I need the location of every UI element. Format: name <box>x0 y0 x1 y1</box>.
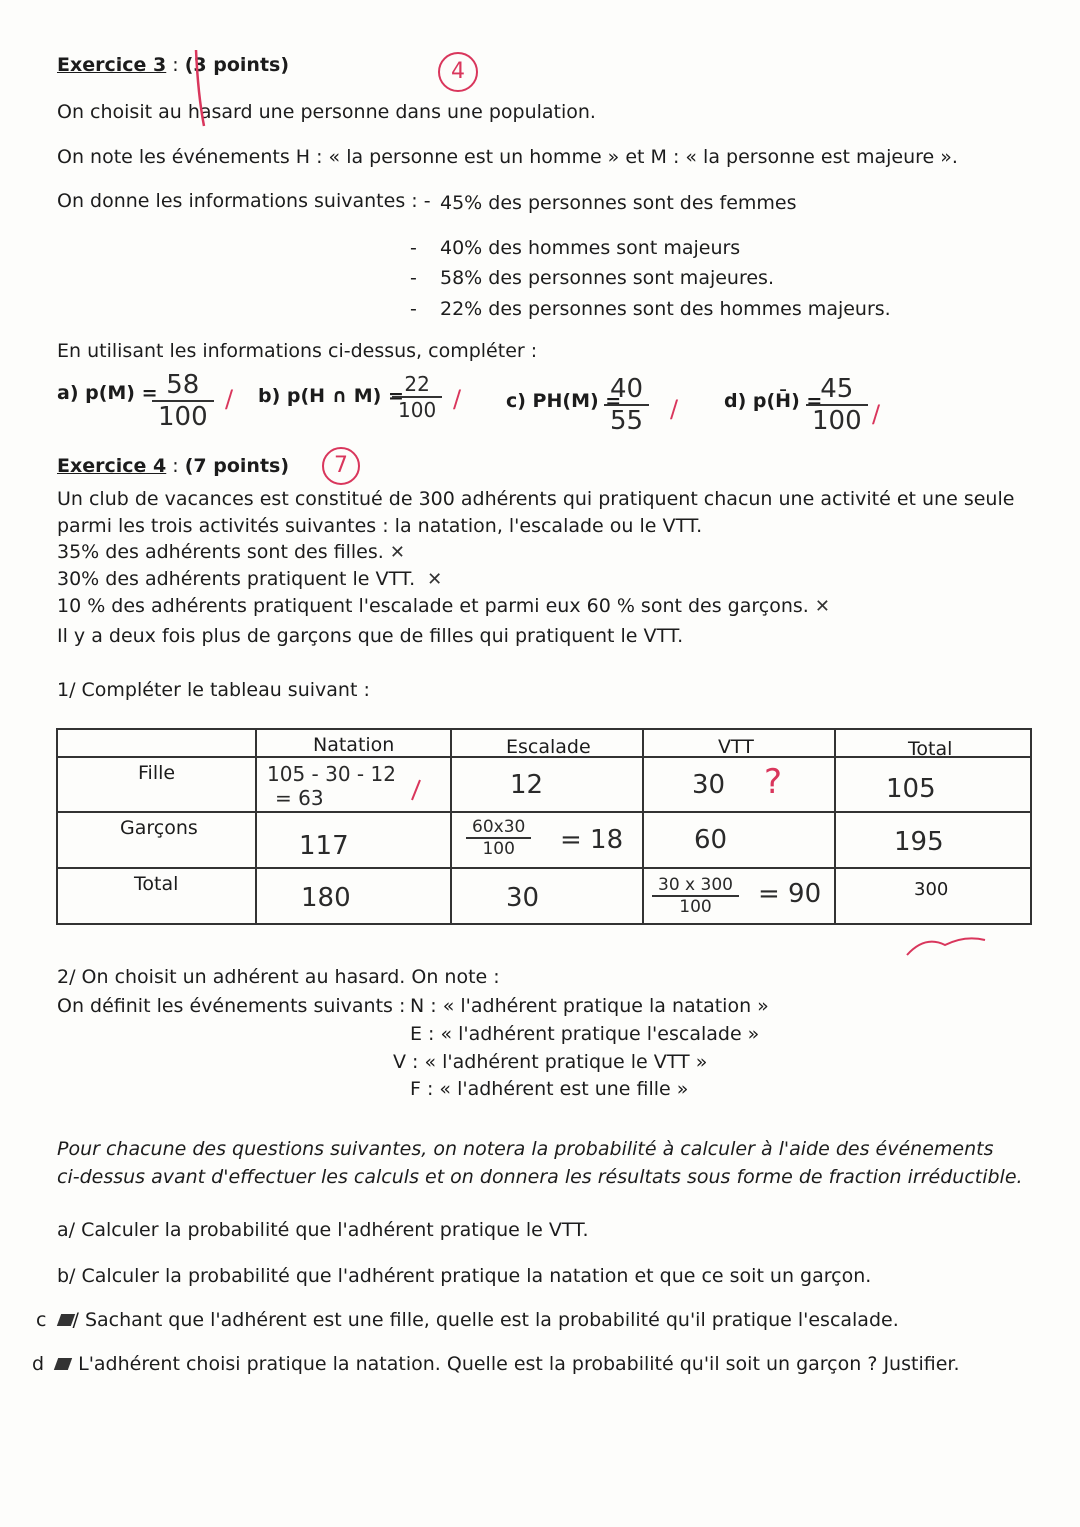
ex4-instruction-1: Pour chacune des questions suivantes, on notera la probabilité à calculer à l'aide des événements <box>57 1138 994 1160</box>
cell-garcons-total: 195 <box>835 812 1031 868</box>
ex3-qa-label: a) p(M) = <box>57 382 158 404</box>
cell-total-escalade: 30 <box>451 868 643 924</box>
ex3-qd-check: / <box>872 400 881 428</box>
ex4-q2-line2: On définit les événements suivants : <box>57 995 406 1017</box>
cell-fille-vtt: 30 ? <box>643 757 835 812</box>
ex4-event-n: N : « l'adhérent pratique la natation » <box>410 995 769 1017</box>
ex3-title: Exercice 3 <box>57 54 167 76</box>
ex4-qc: / Sachant que l'adhérent est une fille, quelle est la probabilité qu'il pratique l'escalade. <box>72 1309 899 1331</box>
ex3-score: 4 <box>451 59 465 84</box>
ex3-qd-den: 100 <box>812 406 862 436</box>
ex4-p2: parmi les trois activités suivantes : la natation, l'escalade ou le VTT. <box>57 515 703 537</box>
ex3-line2: On note les événements H : « la personne est un homme » et M : « la personne est majeure ». <box>57 146 958 168</box>
cell-fille-natation: 105 - 30 - 12 = 63 <box>256 757 451 812</box>
ex4-p4-cross: ✕ <box>427 569 443 590</box>
pen-stroke <box>907 938 985 955</box>
table-header-vtt: VTT <box>643 729 835 757</box>
ex3-info-1: 45% des personnes sont des femmes <box>440 192 797 214</box>
row-label-fille: Fille <box>57 757 256 812</box>
ex3-qb-check: / <box>453 385 462 413</box>
ex4-qa: a/ Calculer la probabilité que l'adhérent pratique le VTT. <box>57 1219 589 1241</box>
ex3-line3: On donne les informations suivantes : - <box>57 190 431 212</box>
cell-total-vtt: $\frac{30 x 300}{100}$ = 90 <box>643 868 835 924</box>
cell-garcons-vtt: 60 <box>643 812 835 868</box>
ex4-p3: 35% des adhérents sont des filles. <box>57 541 384 563</box>
ex4-event-v: V : « l'adhérent pratique le VTT » <box>393 1051 708 1073</box>
ex3-qd-label: d) p(H̄) = <box>724 390 823 412</box>
ex4-p1: Un club de vacances est constitué de 300 adhérents qui pratiquent chacun une activité et une seule <box>57 488 1015 510</box>
ex4-qd: L'adhérent choisi pratique la natation. Quelle est la probabilité qu'il soit un garçon ? Justifier. <box>78 1353 960 1375</box>
ex4-instruction-2: ci-dessus avant d'effectuer les calculs et on donnera les résultats sous forme de fraction irréductible. <box>57 1166 1023 1188</box>
ex4-p5-cross: ✕ <box>814 596 830 617</box>
ex3-info-2: 40% des hommes sont majeurs <box>440 237 741 259</box>
table-header-natation: Natation <box>256 729 451 757</box>
ex3-qa-num: 58 <box>152 370 214 402</box>
cell-garcons-natation: 117 <box>256 812 451 868</box>
pen-stroke <box>196 50 204 126</box>
ex4-colon: : <box>172 455 179 477</box>
ex4-qb: b/ Calculer la probabilité que l'adhérent pratique la natation et que ce soit un garçon. <box>57 1265 872 1287</box>
ex4-event-e: E : « l'adhérent pratique l'escalade » <box>410 1023 760 1045</box>
ex3-qc-check: / <box>670 395 679 423</box>
ex3-info-4: 22% des personnes sont des hommes majeurs. <box>440 298 891 320</box>
table-header-total: Total <box>835 729 1031 757</box>
row-label-total: Total <box>57 868 256 924</box>
ex4-p5: 10 % des adhérents pratiquent l'escalade et parmi eux 60 % sont des garçons. <box>57 595 809 617</box>
ex4-p4: 30% des adhérents pratiquent le VTT. <box>57 568 416 590</box>
ex3-qb-den: 100 <box>398 398 437 422</box>
ex3-colon: : <box>172 54 179 76</box>
ex4-qd-prefix: d <box>32 1353 45 1375</box>
ex3-complete: En utilisant les informations ci-dessus, compléter : <box>57 340 538 362</box>
ex3-qa-den: 100 <box>158 402 208 432</box>
ex4-points: (7 points) <box>184 455 290 477</box>
ex4-p6: Il y a deux fois plus de garçons que de filles qui pratiquent le VTT. <box>57 625 684 647</box>
ex3-qc-num: 40 <box>604 374 649 406</box>
ex4-q2-line1: 2/ On choisit un adhérent au hasard. On note : <box>57 966 500 988</box>
ex4-qc-prefix: c <box>36 1309 47 1331</box>
ex3-points: (3 points) <box>184 54 290 76</box>
ex4-event-f: F : « l'adhérent est une fille » <box>410 1078 689 1100</box>
ex3-info-3: 58% des personnes sont majeures. <box>440 267 774 289</box>
cell-total-total: 300 <box>835 868 1031 924</box>
ex3-dash-1: - <box>410 237 417 259</box>
cell-fille-escalade: 12 <box>451 757 643 812</box>
cell-garcons-escalade: $\frac{60x30}{100}$ = 18 <box>451 812 643 868</box>
table-header-escalade: Escalade <box>451 729 643 757</box>
ex4-p3-cross: ✕ <box>389 542 405 563</box>
ex4-title: Exercice 4 <box>57 455 167 477</box>
ex3-qc-den: 55 <box>610 406 644 436</box>
cell-fille-total: 105 <box>835 757 1031 812</box>
cell-total-natation: 180 <box>256 868 451 924</box>
ex3-qd-num: 45 <box>806 374 868 406</box>
ex3-qb-label: b) p(H ∩ M) = <box>258 385 404 407</box>
row-label-garcons: Garçons <box>57 812 256 868</box>
ex3-qa-check: / <box>225 385 234 413</box>
ex3-dash-3: - <box>410 298 417 320</box>
pen-stroke <box>412 780 420 800</box>
ex4-score: 7 <box>334 453 348 478</box>
question-mark-annotation: ? <box>764 762 783 802</box>
ex3-qb-num: 22 <box>392 372 442 398</box>
ex3-qc-label: c) PH(M) = <box>506 390 622 412</box>
ex3-line1: On choisit au hasard une personne dans une population. <box>57 101 596 123</box>
ex4-q1: 1/ Compléter le tableau suivant : <box>57 679 370 701</box>
ex3-dash-2: - <box>410 267 417 289</box>
